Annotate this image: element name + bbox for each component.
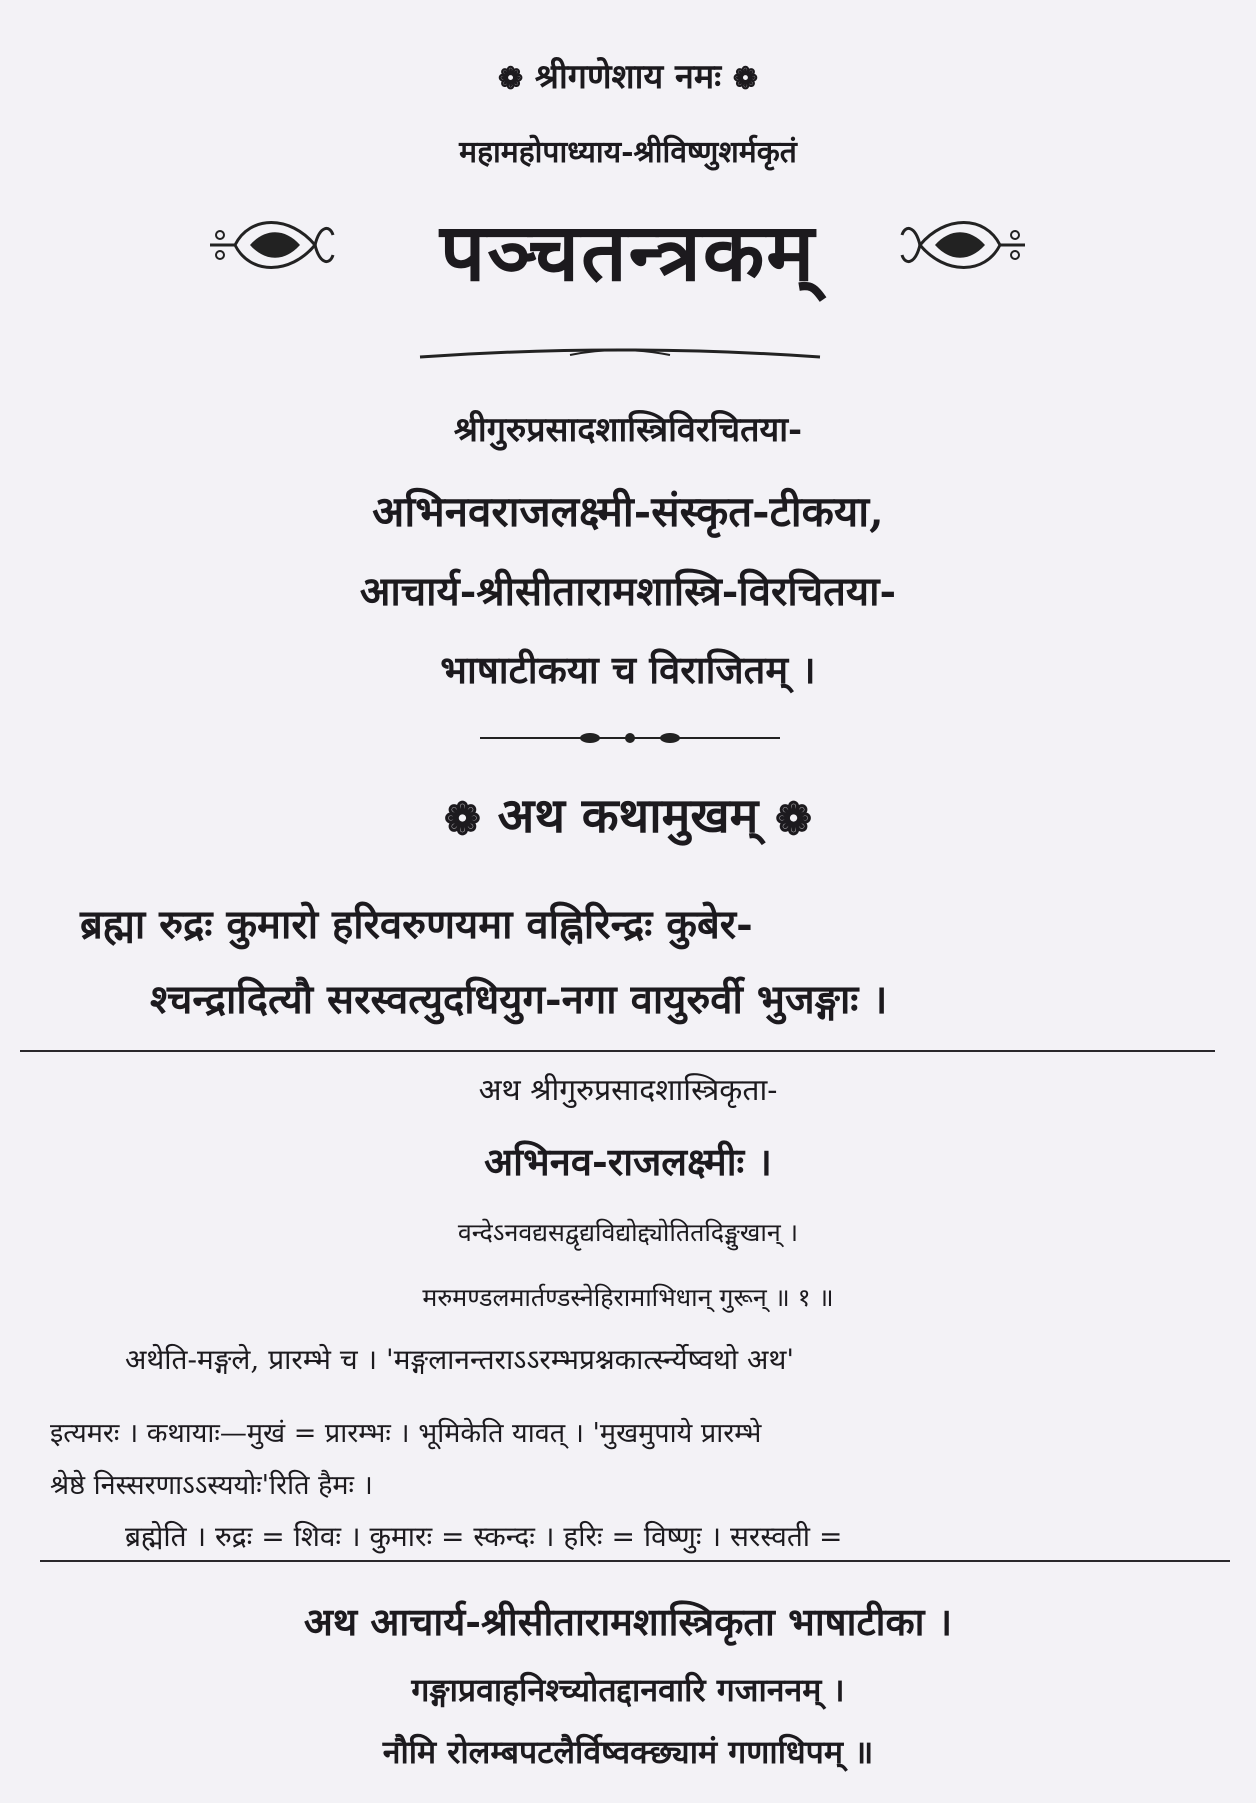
invocation-line: [0, 52, 1256, 98]
flower-ornament-icon: ❁: [775, 794, 812, 845]
tika-intro: अथ श्रीगुरुप्रसादशास्त्रिकृता-: [478, 1073, 778, 1108]
tika-para-2: इत्यमरः । कथायाः—मुखं = प्रारम्भः । भूमिकेति यावत् । 'मुखमुपाये प्रारम्भे: [50, 1418, 762, 1449]
flower-ornament-icon: ❁: [444, 794, 481, 845]
invocation: श्रीगणेशाय नमः: [534, 57, 722, 97]
tika-sloka-2: मरुमण्डलमार्तण्डस्नेहिरामाभिधान् गुरून् ॥ १ ॥: [422, 1283, 834, 1312]
commentary-line-1: श्रीगुरुप्रसादशास्त्रिविरचितया-: [453, 410, 803, 450]
author-line: महामहोपाध्याय-श्रीविष्णुशर्मकृतं: [459, 135, 797, 170]
tika-para-1: अथेति-मङ्गले, प्रारम्भे च । 'मङ्गलानन्तराऽऽरम्भप्रश्नकार्त्स्न्येष्वथो अथ': [125, 1343, 795, 1376]
book-title: पञ्चतन्त्रकम्: [439, 205, 817, 299]
horizontal-rule: [40, 1560, 1230, 1562]
commentary-line-3: आचार्य-श्रीसीतारामशास्त्रि-विरचितया-: [359, 568, 897, 615]
section-heading-line: [0, 782, 1256, 847]
bhasha-tika-line-2: नौमि रोलम्बपटलैर्विष्वक्छ्यामं गणाधिपम् ॥: [382, 1733, 874, 1771]
verse-line-2: श्चन्द्रादित्यौ सरस्वत्युदधियुग-नगा वायुरुर्वी भुजङ्गाः ।: [150, 976, 888, 1023]
tika-para-4: ब्रह्मेति । रुद्रः = शिवः । कुमारः = स्कन्दः । हरिः = विष्णुः । सरस्वती =: [125, 1520, 843, 1553]
flower-ornament-icon: ❁: [732, 61, 759, 97]
right-flourish-icon: [900, 210, 1030, 280]
flower-ornament-icon: ❁: [497, 61, 524, 97]
tika-title: अभिनव-राजलक्ष्मीः ।: [484, 1139, 772, 1184]
title-divider-icon: [420, 345, 820, 365]
bhasha-tika-title: अथ आचार्य-श्रीसीतारामशास्त्रिकृता भाषाटीका ।: [303, 1599, 953, 1644]
tika-para-3: श्रेष्ठे निस्सरणाऽऽस्ययोः'रिति हैमः ।: [50, 1470, 373, 1501]
commentary-line-4: भाषाटीकया च विराजितम् ।: [440, 647, 816, 692]
commentary-line-2: अभिनवराजलक्ष्मी-संस्कृत-टीकया,: [372, 487, 884, 536]
section-heading: अथ कथामुखम्: [497, 788, 759, 844]
tika-sloka-1: वन्देऽनवद्यसद्वृद्यविद्योद्द्योतितदिङ्मुखान् ।: [457, 1218, 799, 1247]
horizontal-rule: [20, 1050, 1215, 1052]
bhasha-tika-line-1: गङ्गाप्रवाहनिश्च्योतद्दानवारि गजाननम् ।: [411, 1671, 845, 1709]
verse-line-1: ब्रह्मा रुद्रः कुमारो हरिवरुणयमा वह्निरिन्द्रः कुबेर-: [80, 901, 753, 948]
section-divider-icon: [480, 730, 780, 746]
